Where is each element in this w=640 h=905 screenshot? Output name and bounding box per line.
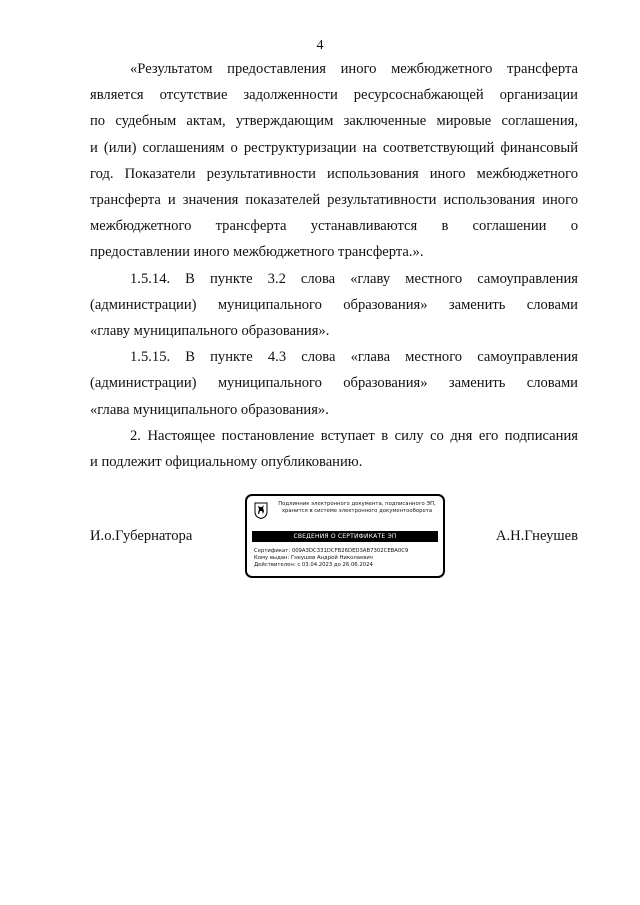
certificate-serial: Сертификат: 009A3DC331DCFB26DED3AB7302CEBA0C9 [254, 548, 409, 554]
text-line: межбюджетного трансферта устанавливаются в соглашении о [90, 218, 578, 235]
signatory-position: И.о.Губернатора [90, 528, 193, 544]
text-line: и (или) соглашениям о реструктуризации на соответствующий финансовый [90, 139, 578, 156]
document-body [90, 56, 578, 475]
text-line: 1.5.15. В пункте 4.3 слова «глава местного самоуправления [130, 349, 578, 366]
stamp-header [273, 501, 441, 515]
stamp-header-line: Подлинник электронного документа, подписанного ЭП, [278, 501, 436, 507]
text-line: 1.5.14. В пункте 3.2 слова «главу местного самоуправления [130, 270, 578, 287]
certificate-owner: Кому выдан: Гнеушев Андрей Николаевич [254, 555, 373, 561]
text-line: (администрации) муниципального образования» заменить словами [90, 375, 578, 392]
text-line: и подлежит официальному опубликованию. [90, 454, 363, 471]
text-line: 2. Настоящее постановление вступает в силу со дня его подписания [130, 427, 578, 444]
certificate-title-bar: СВЕДЕНИЯ О СЕРТИФИКАТЕ ЭП [252, 531, 438, 542]
paragraph [90, 56, 578, 266]
paragraph [90, 423, 578, 475]
text-line: трансферта и значения показателей результативности использования иного [90, 192, 578, 209]
text-line: год. Показатели результативности использования иного межбюджетного [90, 165, 578, 182]
text-line: «глава муниципального образования». [90, 401, 329, 418]
coat-of-arms-icon [254, 502, 268, 519]
certificate-info [254, 548, 408, 569]
paragraph [90, 266, 578, 345]
signatory-name: А.Н.Гнеушев [495, 528, 578, 544]
page-number: 4 [316, 38, 324, 53]
text-line: «главу муниципального образования». [90, 323, 330, 340]
electronic-signature-stamp [245, 494, 445, 578]
text-line: предоставлении иного межбюджетного трансферта.». [90, 244, 424, 261]
text-line: (администрации) муниципального образования» заменить словами [90, 296, 578, 313]
certificate-validity: Действителен: с 03.04.2023 до 26.06.2024 [254, 562, 373, 568]
text-line: по судебным актам, утверждающим заключенные мировые соглашения, [90, 113, 578, 130]
paragraph [90, 344, 578, 423]
text-line: «Результатом предоставления иного межбюджетного трансферта [130, 61, 578, 77]
stamp-header-line: хранится в системе электронного документооборота [281, 508, 433, 514]
text-line: является отсутствие задолженности ресурсоснабжающей организации [90, 87, 578, 104]
